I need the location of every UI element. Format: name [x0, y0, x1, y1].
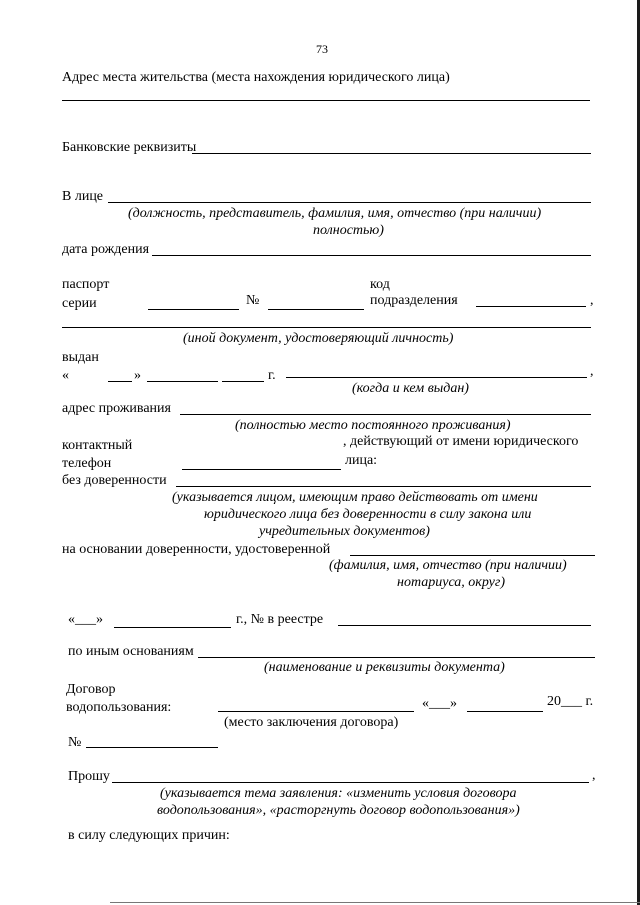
- contract-date-quote: «___»: [422, 696, 457, 711]
- other-grounds-hint: (наименование и реквизиты документа): [264, 660, 505, 675]
- registry-label: г., № в реестре: [236, 612, 324, 627]
- issued-hint: (когда и кем выдан): [352, 381, 469, 396]
- issued-year-abbr: г.: [268, 368, 276, 383]
- request-comma: ,: [592, 768, 596, 783]
- notary-hint: (фамилия, имя, отчество (при наличии): [329, 558, 567, 573]
- registry-number-line[interactable]: [338, 625, 591, 626]
- issued-year-line[interactable]: [222, 381, 264, 382]
- contact-phone-label-2: телефон: [62, 456, 112, 471]
- other-grounds-line[interactable]: [198, 657, 595, 658]
- residence-hint: (полностью место постоянного проживания): [235, 418, 511, 433]
- issued-comma: ,: [590, 364, 594, 379]
- division-code-line[interactable]: [476, 306, 586, 307]
- contract-label: Договор: [66, 682, 116, 697]
- residence-label: адрес проживания: [62, 401, 171, 416]
- contact-phone-label: контактный: [62, 438, 133, 453]
- page-number: 73: [316, 42, 328, 56]
- address-label: Адрес места жительства (места нахождения юридического лица): [62, 70, 450, 85]
- contact-phone-line[interactable]: [182, 469, 341, 470]
- request-hint: (указывается тема заявления: «изменить условия договора: [160, 786, 517, 801]
- issued-quote-open: «: [62, 368, 69, 383]
- bank-details-label: Банковские реквизиты: [62, 140, 197, 155]
- passport-label: паспорт: [62, 277, 110, 292]
- reasons-label: в силу следующих причин:: [68, 828, 230, 843]
- contract-number-sign: №: [68, 735, 82, 750]
- passport-number-line[interactable]: [268, 309, 364, 310]
- registry-date-quote: «___»: [68, 612, 103, 627]
- other-document-hint: (иной документ, удостоверяющий личность): [183, 331, 454, 346]
- issued-day-line[interactable]: [108, 381, 132, 382]
- request-line[interactable]: [112, 782, 589, 783]
- passport-number-sign: №: [246, 293, 260, 308]
- contract-month-line[interactable]: [467, 711, 543, 712]
- no-proxy-line[interactable]: [176, 486, 591, 487]
- issued-quote-close: »: [134, 368, 141, 383]
- birth-date-line[interactable]: [152, 255, 591, 256]
- passport-series-label: серии: [62, 296, 97, 311]
- request-label: Прошу: [68, 769, 110, 784]
- representative-line[interactable]: [108, 202, 591, 203]
- other-grounds-label: по иным основаниям: [68, 644, 194, 659]
- representative-hint: (должность, представитель, фамилия, имя, отчество (при наличии): [128, 206, 542, 221]
- no-proxy-hint-3: учредительных документов): [259, 524, 430, 539]
- division-code-label-2: подразделения: [370, 293, 458, 308]
- proxy-line[interactable]: [350, 555, 595, 556]
- bank-details-line[interactable]: [192, 153, 591, 154]
- address-line[interactable]: [62, 100, 590, 101]
- passport-series-line[interactable]: [148, 309, 239, 310]
- issued-label: выдан: [62, 350, 99, 365]
- acting-on-behalf-text-2: лица:: [345, 453, 378, 468]
- issued-by-line[interactable]: [286, 377, 587, 378]
- contract-place-hint: (место заключения договора): [224, 715, 399, 730]
- division-code-label: код: [370, 277, 390, 292]
- residence-line[interactable]: [180, 414, 591, 415]
- representative-hint-2: полностью): [313, 223, 384, 238]
- division-code-comma: ,: [590, 293, 594, 308]
- contract-number-line[interactable]: [86, 747, 218, 748]
- contract-place-line[interactable]: [218, 711, 414, 712]
- no-proxy-hint: (указывается лицом, имеющим право действовать от имени: [172, 490, 538, 505]
- contract-year-text: 20___ г.: [547, 694, 594, 709]
- issued-month-line[interactable]: [147, 381, 218, 382]
- registry-month-line[interactable]: [114, 627, 231, 628]
- notary-hint-2: нотариуса, округ): [397, 575, 505, 590]
- scan-edge-bottom: [110, 902, 640, 903]
- request-hint-2: водопользования», «расторгнуть договор водопользования»): [157, 803, 520, 818]
- no-proxy-hint-2: юридического лица без доверенности в силу закона или: [204, 507, 532, 522]
- no-proxy-label: без доверенности: [62, 473, 167, 488]
- acting-on-behalf-text: , действующий от имени юридического: [343, 434, 579, 449]
- proxy-label: на основании доверенности, удостоверенной: [62, 542, 331, 557]
- birth-date-label: дата рождения: [62, 242, 150, 257]
- other-document-line[interactable]: [62, 327, 591, 328]
- contract-label-2: водопользования:: [66, 700, 172, 715]
- representative-label: В лице: [62, 189, 104, 204]
